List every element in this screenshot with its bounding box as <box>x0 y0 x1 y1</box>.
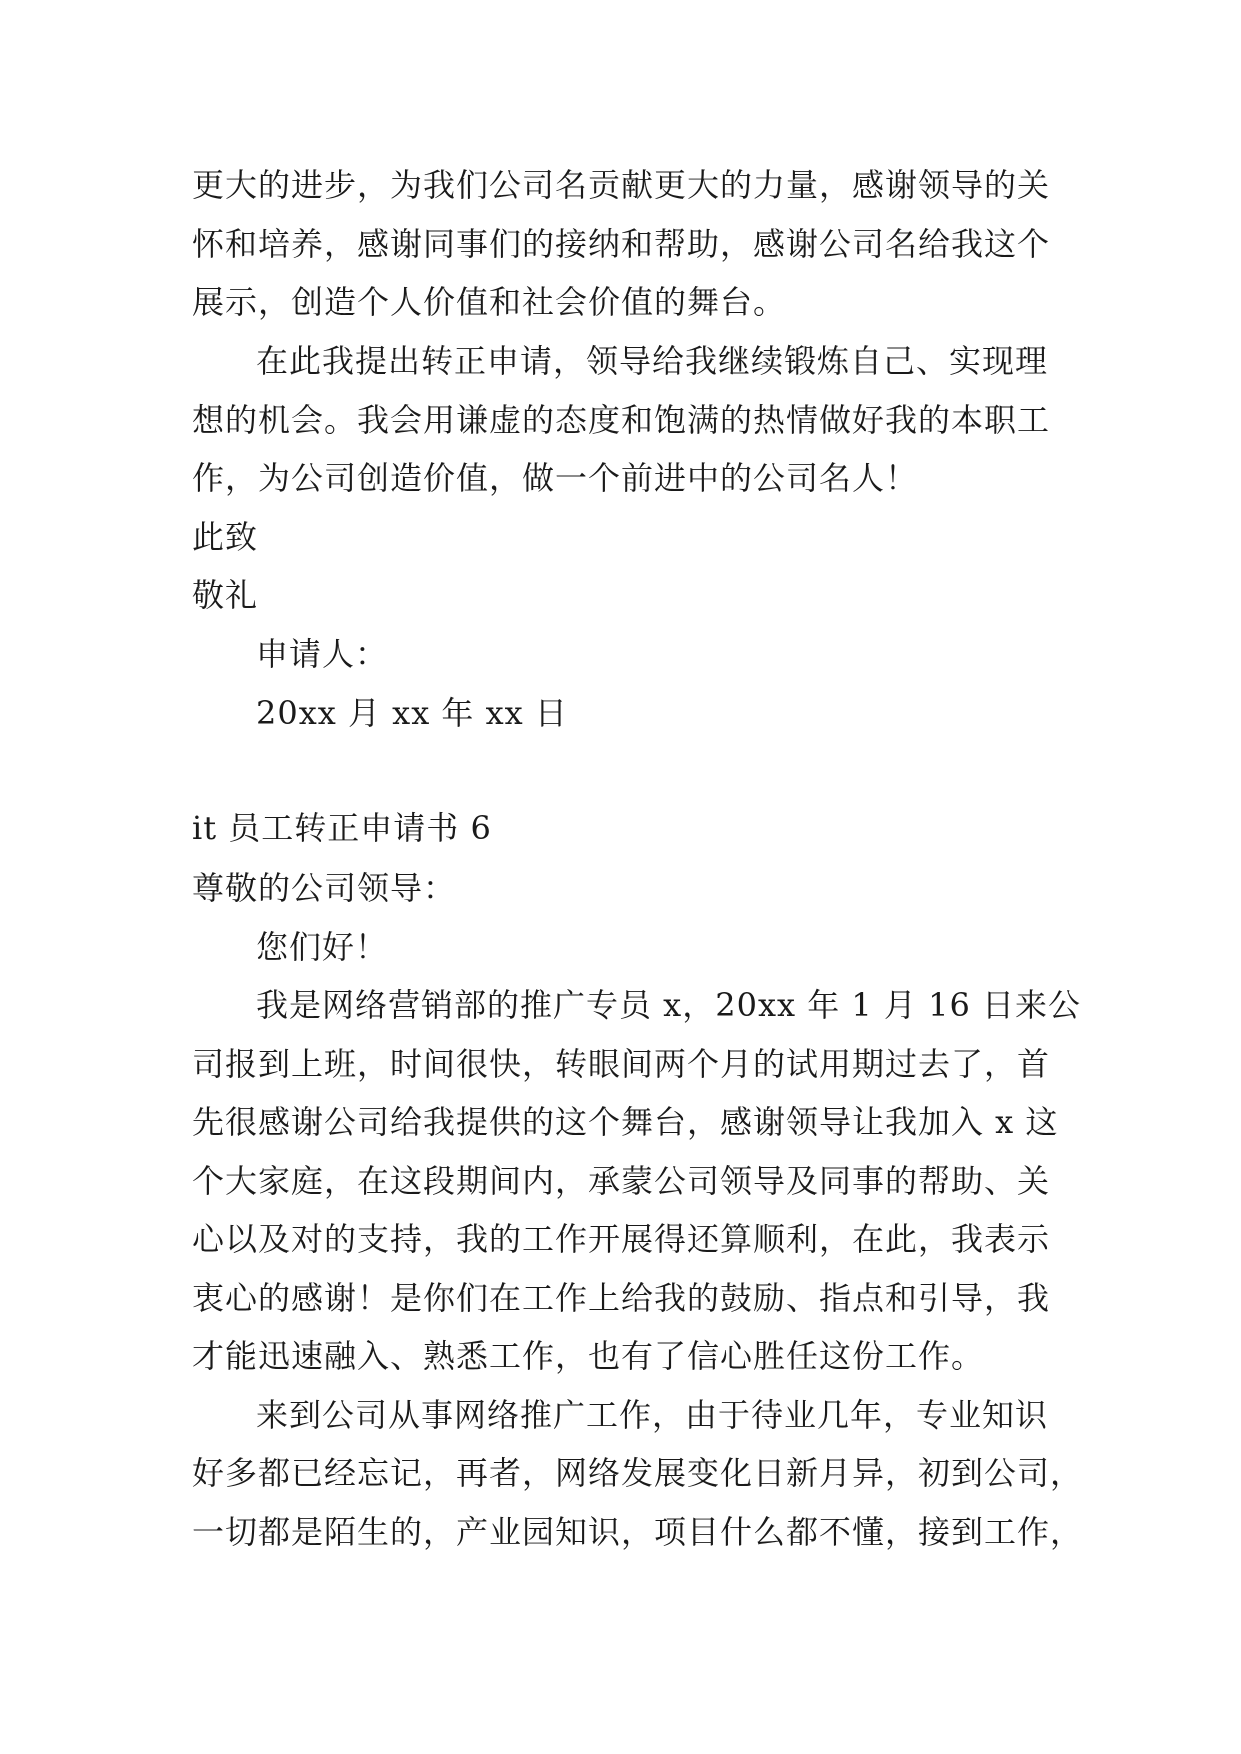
paragraph-line: 在此我提出转正申请，领导给我继续锻炼自己、实现理 <box>256 342 1049 380</box>
closing-line: 此致 <box>192 518 259 556</box>
date-line: 20xx 月 xx 年 xx 日 <box>256 694 568 732</box>
paragraph-line: 一切都是陌生的，产业园知识，项目什么都不懂，接到工作， <box>192 1513 1084 1551</box>
paragraph-line: 怀和培养，感谢同事们的接纳和帮助，感谢公司名给我这个 <box>192 225 1051 263</box>
paragraph-line: 展示，创造个人价值和社会价值的舞台。 <box>192 283 787 321</box>
paragraph-line: 想的机会。我会用谦虚的态度和饱满的热情做好我的本职工 <box>192 401 1051 439</box>
paragraph-line: 司报到上班，时间很快，转眼间两个月的试用期过去了，首 <box>192 1045 1051 1083</box>
paragraph-line: 个大家庭，在这段期间内，承蒙公司领导及同事的帮助、关 <box>192 1162 1051 1200</box>
paragraph-line: 来到公司从事网络推广工作，由于待业几年，专业知识 <box>256 1396 1049 1434</box>
paragraph-line: 才能迅速融入、熟悉工作，也有了信心胜任这份工作。 <box>192 1337 985 1375</box>
paragraph-line: 更大的进步，为我们公司名贡献更大的力量，感谢领导的关 <box>192 166 1051 204</box>
paragraph-line: 好多都已经忘记，再者，网络发展变化日新月异，初到公司， <box>192 1454 1084 1492</box>
salutation: 尊敬的公司领导： <box>192 869 457 907</box>
paragraph-line: 我是网络营销部的推广专员 x，20xx 年 1 月 16 日来公 <box>256 986 1081 1024</box>
paragraph-line: 衷心的感谢！是你们在工作上给我的鼓励、指点和引导，我 <box>192 1279 1051 1317</box>
paragraph-line: 作，为公司创造价值，做一个前进中的公司名人！ <box>192 459 919 497</box>
paragraph-line: 先很感谢公司给我提供的这个舞台，感谢领导让我加入 x 这 <box>192 1103 1059 1141</box>
paragraph-line: 心以及对的支持，我的工作开展得还算顺利，在此，我表示 <box>192 1220 1051 1258</box>
greeting: 您们好！ <box>256 928 389 966</box>
closing-line: 敬礼 <box>192 576 259 614</box>
signature-line: 申请人： <box>256 635 389 673</box>
section-title: it 员工转正申请书 6 <box>192 809 492 847</box>
